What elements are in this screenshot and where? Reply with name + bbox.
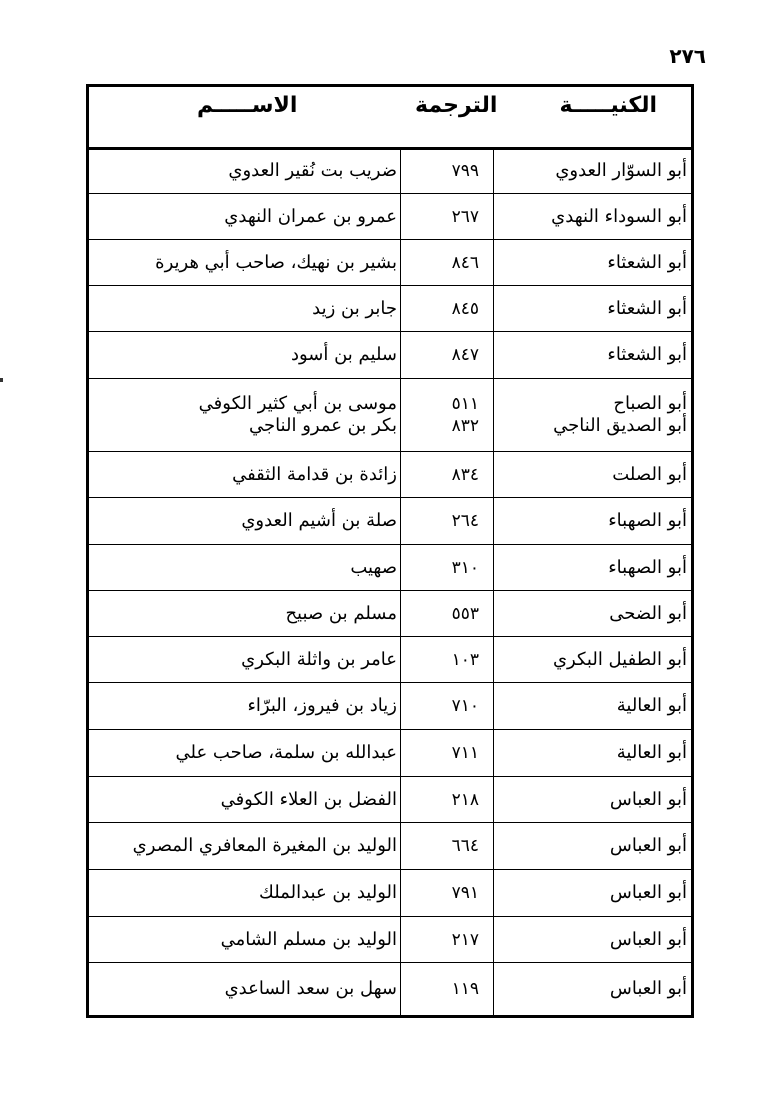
kunya-cell-line: أبو العباس <box>609 788 687 810</box>
kunya-cell-line: أبو الصباح <box>613 393 687 414</box>
kunya-cell-line: أبو العالية <box>616 695 687 716</box>
name-cell <box>93 286 399 331</box>
tarjama-cell <box>405 240 481 285</box>
name-cell-line: بشير بن نهيك، صاحب أبي هريرة <box>155 251 397 273</box>
name-cell <box>93 777 399 822</box>
name-cell-line: صهيب <box>350 556 397 578</box>
table-row <box>89 963 691 1015</box>
name-cell-line: عمرو بن عمران النهدي <box>224 205 397 227</box>
kunya-cell <box>497 777 687 822</box>
tarjama-cell-line: ٨٣٤ <box>451 464 479 485</box>
table-row <box>89 637 691 683</box>
name-cell-line: ضريب بت نُقير العدوي <box>228 159 397 181</box>
tarjama-cell-line: ٨٤٥ <box>451 298 479 319</box>
name-cell <box>93 452 399 497</box>
kunya-cell <box>497 917 687 962</box>
kunya-cell <box>497 194 687 239</box>
tarjama-cell-line: ٢٦٤ <box>451 511 479 531</box>
name-cell-line: عبدالله بن سلمة، صاحب علي <box>175 742 397 763</box>
tarjama-cell-line: ٨٤٧ <box>451 345 479 365</box>
name-cell-line: زائدة بن قدامة الثقفي <box>232 463 397 485</box>
name-cell <box>93 379 399 451</box>
tarjama-cell-line: ١٠٣ <box>451 649 479 670</box>
table-row <box>89 870 691 917</box>
kunya-cell-line: أبو الطفيل البكري <box>552 648 687 670</box>
tarjama-cell-line: ٢١٧ <box>451 929 479 950</box>
tarjama-cell <box>405 823 481 869</box>
kunya-cell-line: أبو الشعثاء <box>607 297 687 319</box>
name-cell-line: بكر بن عمرو الناجي <box>248 415 397 436</box>
name-cell <box>93 332 399 378</box>
kunya-cell <box>497 637 687 682</box>
kunya-cell <box>497 545 687 590</box>
kunya-cell <box>497 452 687 497</box>
tarjama-cell-line: ٥٥٣ <box>451 603 479 624</box>
tarjama-cell-line: ٧١١ <box>451 743 479 763</box>
tarjama-cell-line: ٨٤٦ <box>451 252 479 273</box>
name-cell <box>93 917 399 962</box>
name-cell-line: سهل بن سعد الساعدي <box>224 978 397 999</box>
tarjama-cell <box>405 730 481 776</box>
kunya-cell-line: أبو الشعثاء <box>607 251 687 273</box>
tarjama-cell <box>405 963 481 1015</box>
name-cell-line: مسلم بن صبيح <box>285 602 397 624</box>
kunya-cell <box>497 730 687 776</box>
tarjama-cell <box>405 870 481 916</box>
tarjama-cell-line: ٢١٨ <box>451 789 479 810</box>
name-cell-line: صلة بن أشيم العدوي <box>241 510 397 531</box>
tarjama-cell <box>405 917 481 962</box>
table-row <box>89 194 691 240</box>
name-cell <box>93 591 399 636</box>
table-row <box>89 240 691 286</box>
margin-mark <box>0 378 3 382</box>
tarjama-cell-line: ٢٦٧ <box>451 206 479 227</box>
name-cell <box>93 545 399 590</box>
table-row <box>89 379 691 452</box>
name-cell-line: جابر بن زيد <box>312 297 397 319</box>
kunya-cell-line: أبو الصديق الناجي <box>553 415 687 436</box>
kunya-cell-line: أبو العالية <box>616 742 687 763</box>
table-row <box>89 452 691 498</box>
tarjama-cell <box>405 286 481 331</box>
tarjama-cell-line: ٣١٠ <box>451 557 479 578</box>
table-row <box>89 498 691 545</box>
kunya-cell-line: أبو العباس <box>609 835 687 856</box>
kunya-cell-line: أبو العباس <box>609 882 687 903</box>
table-row <box>89 917 691 963</box>
table-row <box>89 545 691 591</box>
kunya-cell-line: أبو السوّار العدوي <box>555 159 687 181</box>
header-name: الاســـــم <box>197 93 298 118</box>
tarjama-cell <box>405 498 481 544</box>
name-cell-line: موسى بن أبي كثير الكوفي <box>198 393 397 414</box>
table-header <box>89 87 691 150</box>
tarjama-cell-line: ٧٩١ <box>451 883 479 903</box>
table-row <box>89 591 691 637</box>
name-cell-line: الوليد بن عبدالملك <box>259 882 397 903</box>
tarjama-cell <box>405 452 481 497</box>
kunya-cell <box>497 148 687 193</box>
name-cell-line: عامر بن واثلة البكري <box>241 648 397 670</box>
tarjama-cell-line: ٧٩٩ <box>451 160 479 181</box>
name-cell <box>93 498 399 544</box>
name-cell-line: سليم بن أسود <box>290 344 397 365</box>
name-cell <box>93 148 399 193</box>
kunya-cell <box>497 498 687 544</box>
name-cell-line: الفضل بن العلاء الكوفي <box>220 788 397 810</box>
name-cell <box>93 637 399 682</box>
table-row <box>89 823 691 870</box>
name-cell <box>93 683 399 729</box>
tarjama-cell-line: ٥١١ <box>451 394 479 414</box>
tarjama-cell-line: ١١٩ <box>451 979 479 999</box>
kunya-cell-line: أبو السوداء النهدي <box>551 205 687 227</box>
index-table <box>86 84 694 1018</box>
kunya-cell <box>497 286 687 331</box>
tarjama-cell <box>405 777 481 822</box>
name-cell <box>93 240 399 285</box>
tarjama-cell-line: ٦٦٤ <box>451 836 479 856</box>
tarjama-cell <box>405 379 481 451</box>
tarjama-cell-line: ٧١٠ <box>451 696 479 716</box>
kunya-cell-line: أبو الصهباء <box>608 510 687 531</box>
kunya-cell <box>497 379 687 451</box>
name-cell-line: الوليد بن مسلم الشامي <box>220 928 397 950</box>
kunya-cell <box>497 963 687 1015</box>
kunya-cell <box>497 870 687 916</box>
header-kunya: الكنيـــــة <box>559 93 657 118</box>
name-cell <box>93 194 399 239</box>
tarjama-cell <box>405 148 481 193</box>
name-cell <box>93 870 399 916</box>
name-cell <box>93 963 399 1015</box>
kunya-cell-line: أبو العباس <box>609 978 687 999</box>
tarjama-cell <box>405 332 481 378</box>
name-cell-line: زياد بن فيروز، البرّاء <box>247 695 397 716</box>
table-row <box>89 730 691 777</box>
kunya-cell <box>497 591 687 636</box>
kunya-cell-line: أبو الضحى <box>609 602 687 624</box>
table-row <box>89 286 691 332</box>
tarjama-cell <box>405 194 481 239</box>
table-row <box>89 332 691 379</box>
kunya-cell-line: أبو الصهباء <box>608 556 687 578</box>
page-number: ٢٧٦ <box>669 44 706 68</box>
table-row <box>89 777 691 823</box>
kunya-cell <box>497 823 687 869</box>
tarjama-cell-line: ٨٣٢ <box>451 416 479 436</box>
header-tarjama: الترجمة <box>415 93 498 118</box>
tarjama-cell <box>405 591 481 636</box>
name-cell <box>93 823 399 869</box>
kunya-cell <box>497 240 687 285</box>
name-cell-line: الوليد بن المغيرة المعافري المصري <box>132 835 397 856</box>
tarjama-cell <box>405 637 481 682</box>
name-cell <box>93 730 399 776</box>
kunya-cell-line: أبو العباس <box>609 928 687 950</box>
kunya-cell-line: أبو الصلت <box>612 463 687 485</box>
kunya-cell-line: أبو الشعثاء <box>607 344 687 365</box>
table-row <box>89 683 691 730</box>
kunya-cell <box>497 332 687 378</box>
table-row <box>89 148 691 194</box>
kunya-cell <box>497 683 687 729</box>
tarjama-cell <box>405 683 481 729</box>
tarjama-cell <box>405 545 481 590</box>
